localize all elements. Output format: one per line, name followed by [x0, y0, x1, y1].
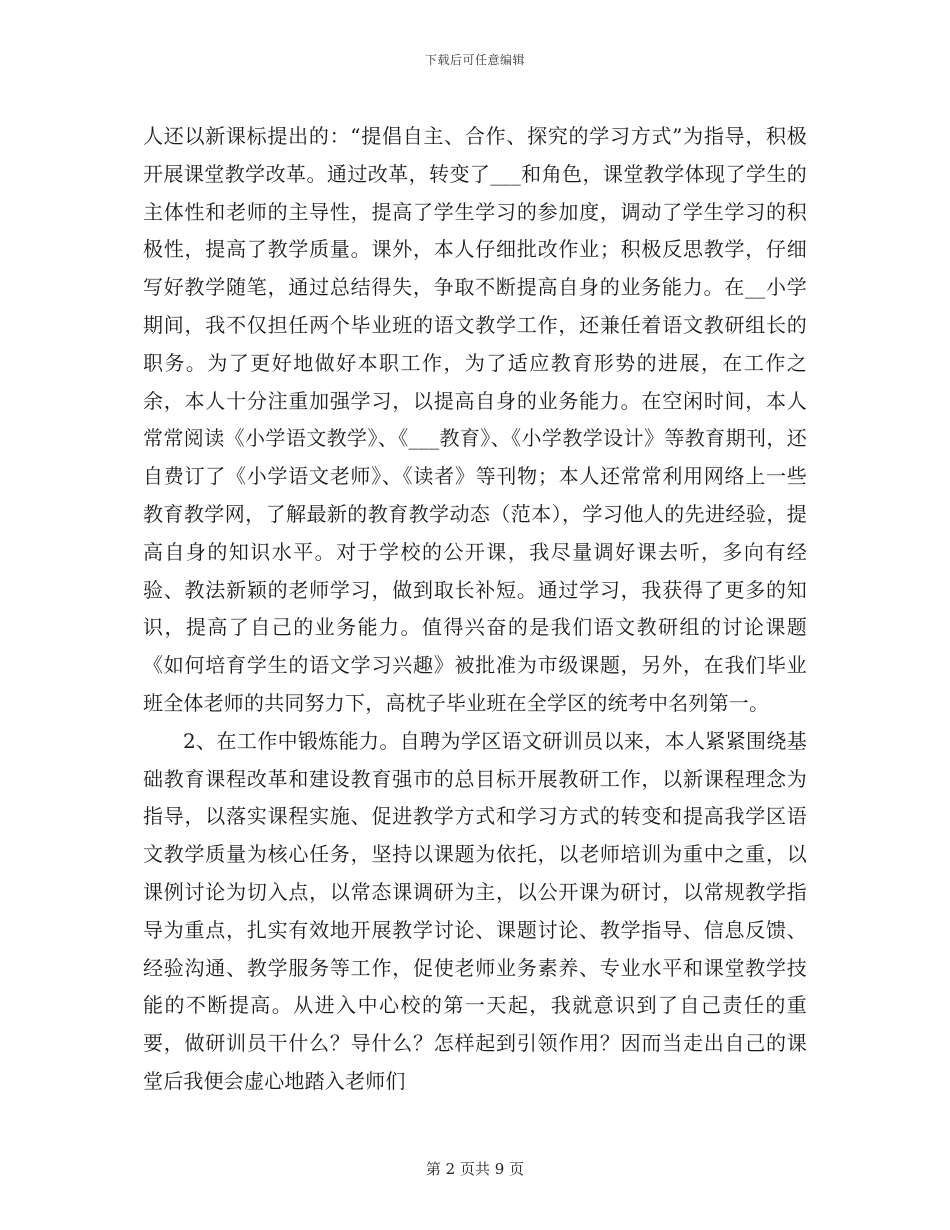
paragraph-1: 人还以新课标提出的：“提倡自主、合作、探究的学习方式”为指导，积极开展课堂教学改革。通过改革，转变了___和角色，课堂教学体现了学生的主体性和老师的主导性，提高了学生学习的参加度，调动了学生学习的积极性，提高了教学质量。课外，本人仔细批改作业；积极反思教学，仔细写好教学随笔，通过总结得失，争取不断提高自身的业务能力。在__小学期间，我不仅担任两个毕业班的语文教学工作，还兼任着语文教研组长的职务。为了更好地做好本职工作，为了适应教育形势的进展，在工作之余，本人十分注重加强学习，以提高自身的业务能力。在空闲时间，本人常常阅读《小学语文教学》、《___教育》、《小学教学设计》等教育期刊，还自费订了《小学语文老师》、《读者》等刊物；本人还常常利用网络上一些教育教学网，了解最新的教育教学动态（范本），学习他人的先进经验，提高自身的知识水平。对于学校的公开课，我尽量调好课去听，多向有经验、教法新颖的老师学习，做到取长补短。通过学习，我获得了更多的知识，提高了自己的业务能力。值得兴奋的是我们语文教研组的讨论课题《如何培育学生的语文学习兴趣》被批准为市级课题，另外，在我们毕业班全体老师的共同努力下，高枕子毕业班在全学区的统考中名列第一。 [143, 124, 807, 715]
page-header-note: 下载后可任意编辑 [424, 53, 525, 67]
document-body [143, 118, 807, 1101]
paragraph-2: 2、在工作中锻炼能力。自聘为学区语文研训员以来，本人紧紧围绕基础教育课程改革和建设教育强市的总目标开展教研工作，以新课程理念为指导，以落实课程实施、促进教学方式和学习方式的转变和提高我学区语文教学质量为核心任务，坚持以课题为依托，以老师培训为重中之重，以课例讨论为切入点，以常态课调研为主，以公开课为研讨，以常规教学指导为重点，扎实有效地开展教学讨论、课题讨论、教学指导、信息反馈、经验沟通、教学服务等工作，促使老师业务素养、专业水平和课堂教学技能的不断提高。从进入中心校的第一天起，我就意识到了自己责任的重要，做研训员干什么？导什么？怎样起到引领作用？因而当走出自己的课堂后我便会虚心地踏入老师们 [143, 728, 807, 1093]
page-number: 第 2 页共 9 页 [425, 1160, 525, 1178]
